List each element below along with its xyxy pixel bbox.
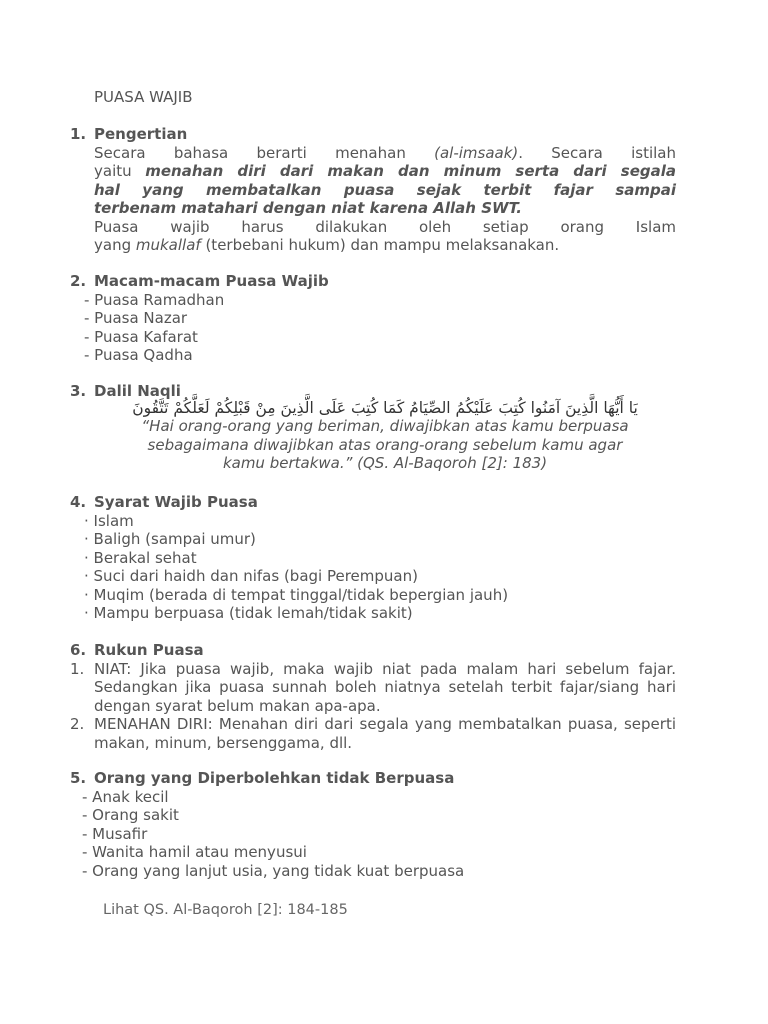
- section-macam-puasa: [70, 272, 676, 365]
- definition-paragraph: [94, 144, 676, 255]
- section-heading: 2. Macam-macam Puasa Wajib: [70, 272, 329, 290]
- section-syarat-wajib: [70, 493, 676, 623]
- list-item: - Wanita hamil atau menyusui: [82, 843, 307, 861]
- verse-translation: “Hai orang-orang yang beriman, diwajibkan atas kamu berpuasa sebagaimana diwajibkan atas orang-orang sebelum kamu agar kamu bertakwa.” (QS. Al-Baqoroh [2]: 183): [141, 417, 629, 472]
- list-item: - Musafir: [82, 824, 148, 843]
- section-heading: 1. Pengertian: [70, 125, 188, 143]
- paragraph-line: Secara bahasa berarti menahan (al-imsaak). Secara istilah: [94, 143, 676, 162]
- arabic-verse: يَا أَيُّهَا الَّذِينَ آمَنُوا كُتِبَ عَلَيْكُمُ الصِّيَامُ كَمَا كُتِبَ عَلَى الَّذِينَ مِنْ قَبْلِكُمْ لَعَلَّكُمْ تَتَّقُونَ: [132, 398, 638, 417]
- section-pengertian: [70, 125, 676, 255]
- list-item: - Puasa Ramadhan: [84, 290, 225, 309]
- list-item: · Mampu berpuasa (tidak lemah/tidak sakit): [84, 604, 413, 622]
- section-dalil-naqli: [70, 382, 676, 473]
- paragraph-line: hal yang membatalkan puasa sejak terbit fajar sampai: [94, 180, 676, 199]
- list-item: - Puasa Kafarat: [84, 327, 198, 346]
- list-item: - Anak kecil: [82, 787, 169, 806]
- paragraph-line: yang mukallaf (terbebani hukum) dan mampu melaksanakan.: [94, 236, 560, 254]
- list-item: · Suci dari haidh dan nifas (bagi Perempuan): [84, 567, 418, 585]
- section-rukun-puasa: [70, 641, 676, 752]
- section-heading: 6. Rukun Puasa: [70, 641, 204, 659]
- reference-note: Lihat QS. Al-Baqoroh [2]: 184-185: [103, 902, 348, 918]
- puasa-list: [84, 291, 676, 365]
- list-item: - Puasa Nazar: [84, 309, 188, 327]
- list-item: 1. NIAT: Jika puasa wajib, maka wajib niat pada malam hari sebelum fajar. Sedangkan jika puasa sunnah boleh niatnya setelah terbit fajar/siang hari dengan syarat belum makan apa-apa.: [70, 659, 676, 715]
- document-title: PUASA WAJIB: [94, 88, 193, 106]
- list-item: · Muqim (berada di tempat tinggal/tidak bepergian jauh): [84, 585, 509, 604]
- list-item: - Orang yang lanjut usia, yang tidak kuat berpuasa: [82, 861, 465, 880]
- section-heading: 5. Orang yang Diperbolehkan tidak Berpuasa: [70, 769, 455, 787]
- list-item: 2. MENAHAN DIRI: Menahan diri dari segala yang membatalkan puasa, seperti makan, minum, bersenggama, dll.: [70, 715, 676, 752]
- list-item: · Baligh (sampai umur): [84, 530, 256, 548]
- list-item: - Puasa Qadha: [84, 346, 193, 364]
- syarat-list: [84, 512, 676, 623]
- section-boleh-tidak-puasa: [70, 769, 676, 880]
- list-item: · Islam: [84, 511, 134, 530]
- list-item: · Berakal sehat: [84, 548, 197, 567]
- section-heading: 4. Syarat Wajib Puasa: [70, 493, 258, 511]
- paragraph-line: terbenam matahari dengan niat karena Allah SWT.: [94, 199, 522, 217]
- paragraph-line: yaitu menahan diri dari makan dan minum serta dari segala: [94, 162, 676, 180]
- paragraph-line: Puasa wajib harus dilakukan oleh setiap orang Islam: [94, 217, 676, 236]
- exemption-list: [82, 788, 676, 881]
- section-heading: 3. Dalil Naqli: [70, 382, 181, 400]
- list-item: - Orang sakit: [82, 806, 179, 824]
